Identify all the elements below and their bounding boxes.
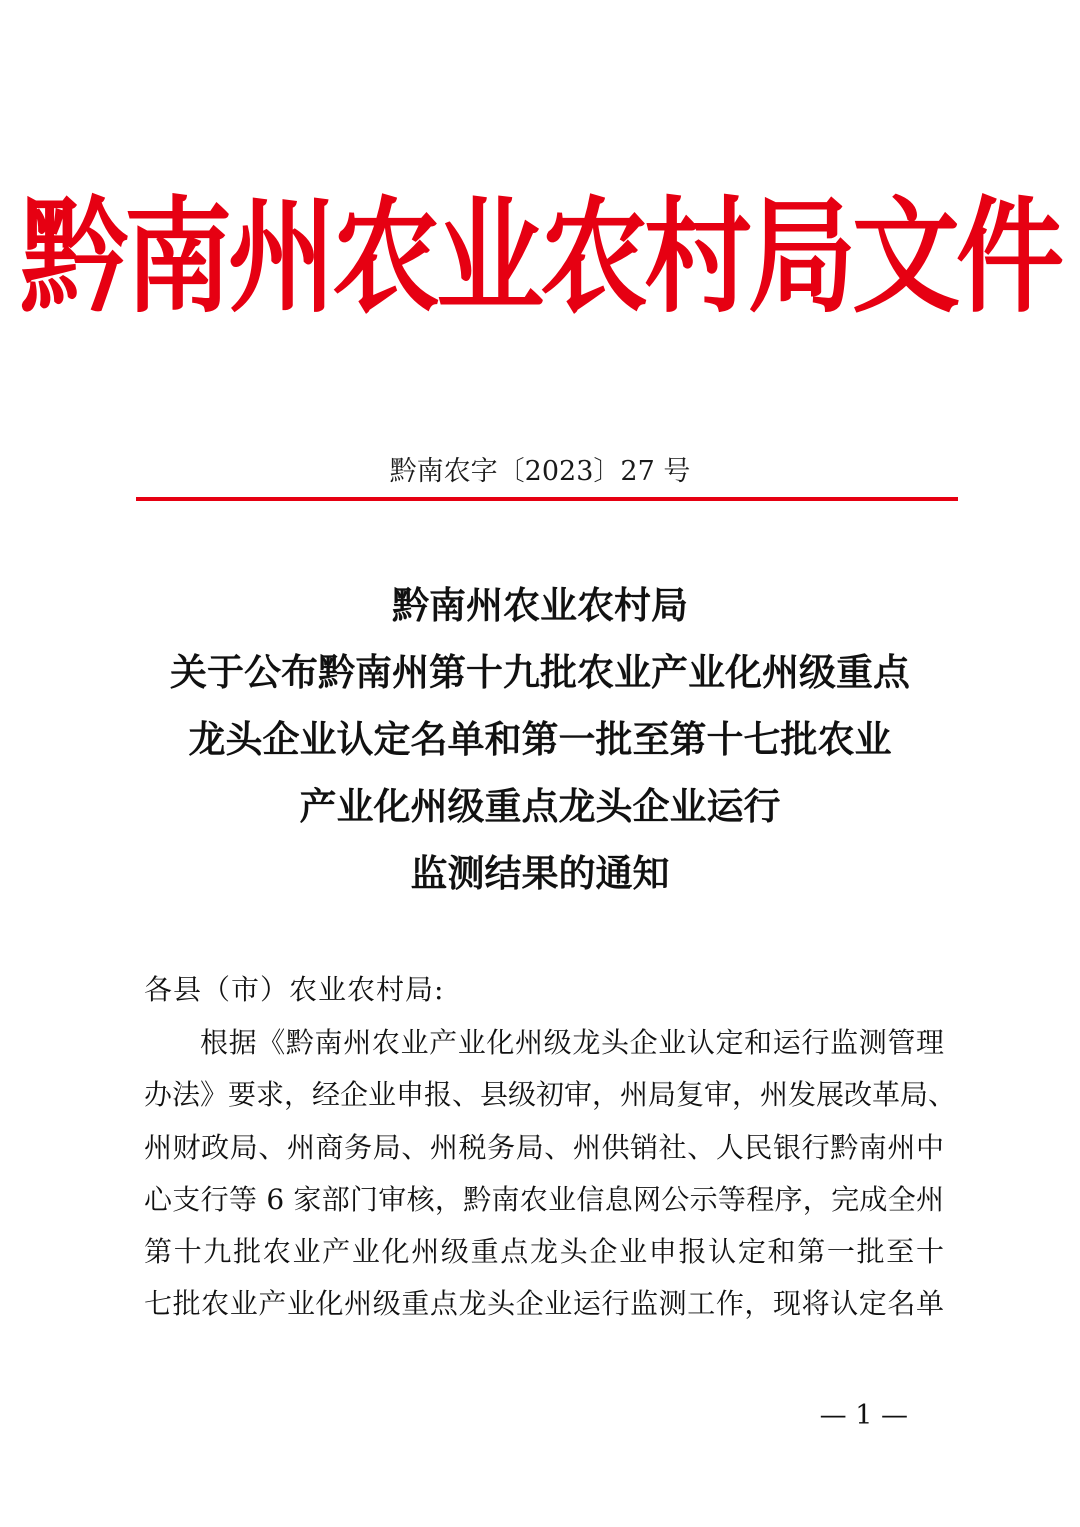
red-divider-rule <box>136 497 958 501</box>
page-number-row <box>0 1396 1080 1436</box>
title-line: 产业化州级重点龙头企业运行 <box>299 784 781 828</box>
body-line: 州财政局、州商务局、州税务局、州供销社、人民银行黔南州中 <box>144 1131 944 1164</box>
document-number: 黔南农字〔2023〕27 号 <box>389 456 691 487</box>
title-line: 监测结果的通知 <box>410 851 670 895</box>
body-line: 第十九批农业产业化州级重点龙头企业申报认定和第一批至十 <box>144 1235 944 1268</box>
body-line: 办法》要求，经企业申报、县级初审，州局复审，州发展改革局、 <box>144 1078 957 1111</box>
title-block <box>0 572 1080 907</box>
body-line: 根据《黔南州农业产业化州级龙头企业认定和运行监测管理 <box>200 1026 944 1059</box>
body-line: 七批农业产业化州级重点龙头企业运行监测工作，现将认定名单 <box>144 1287 944 1320</box>
title-line: 关于公布黔南州第十九批农业产业化州级重点 <box>170 650 910 694</box>
page-number: — 1 — <box>819 1400 908 1431</box>
title-line: 黔南州农业农村局 <box>392 583 688 627</box>
salutation: 各县（市）农业农村局: <box>144 973 445 1006</box>
body-line: 心支行等 6 家部门审核，黔南农业信息网公示等程序，完成全州 <box>144 1183 944 1216</box>
letterhead: 黔南州农业农村局文件 <box>19 186 1060 330</box>
title-line: 龙头企业认定名单和第一批至第十七批农业 <box>188 717 892 761</box>
